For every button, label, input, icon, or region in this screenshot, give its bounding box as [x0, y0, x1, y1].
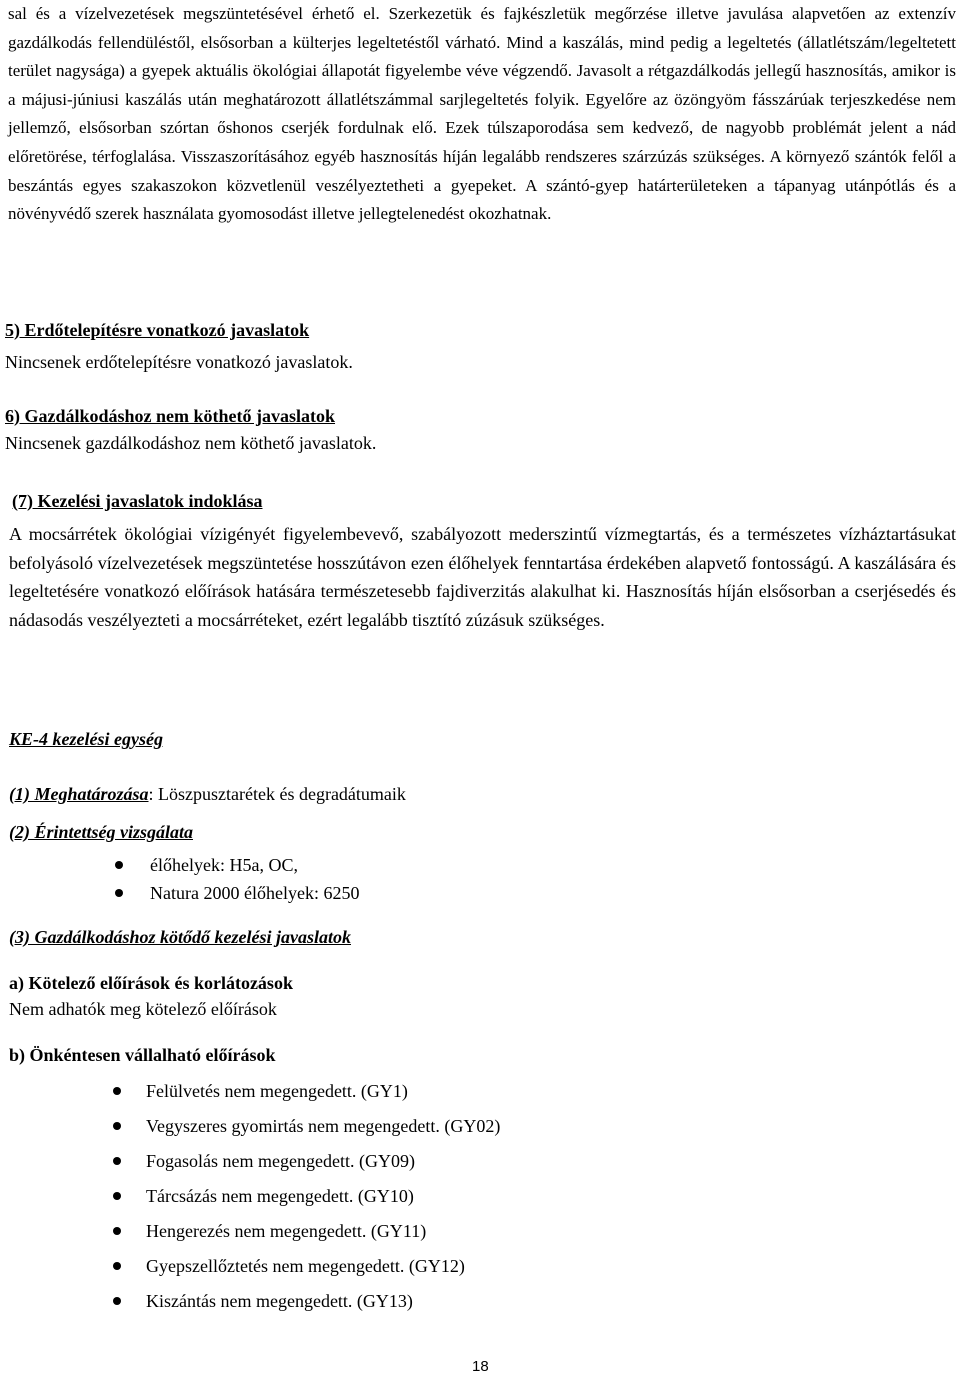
section6-body: Nincsenek gazdálkodáshoz nem köthető javaslatok.	[5, 433, 377, 453]
ke4-impact-heading: (2) Érintettség vizsgálata	[9, 822, 193, 842]
ke4-definition-label: (1) Meghatározása	[9, 784, 149, 804]
mandatory-body: Nem adhatók meg kötelező előírások	[9, 999, 277, 1019]
voluntary-item: Tárcsázás nem megengedett. (GY10)	[146, 1183, 500, 1218]
section5-body: Nincsenek erdőtelepítésre vonatkozó javaslatok.	[5, 352, 353, 372]
ke4-definition-value: : Löszpusztarétek és degradátumaik	[148, 784, 406, 804]
voluntary-item: Gyepszellőztetés nem megengedett. (GY12)	[146, 1253, 500, 1288]
impact-item: Natura 2000 élőhelyek: 6250	[150, 879, 359, 907]
ke4-definition	[9, 783, 406, 805]
section5-heading: 5) Erdőtelepítésre vonatkozó javaslatok	[5, 320, 310, 340]
impact-item: élőhelyek: H5a, OC,	[150, 851, 359, 879]
ke4-management-heading: (3) Gazdálkodáshoz kötődő kezelési javaslatok	[9, 927, 351, 947]
impact-list	[150, 851, 359, 907]
ke4-title: KE-4 kezelési egység	[9, 729, 163, 749]
section6-heading: 6) Gazdálkodáshoz nem köthető javaslatok	[5, 406, 336, 426]
voluntary-heading: b) Önkéntesen vállalható előírások	[9, 1045, 276, 1065]
voluntary-item: Felülvetés nem megengedett. (GY1)	[146, 1078, 500, 1113]
page-number: 18	[472, 1358, 489, 1375]
voluntary-item: Kiszántás nem megengedett. (GY13)	[146, 1288, 500, 1323]
voluntary-item: Vegyszeres gyomirtás nem megengedett. (GY02)	[146, 1113, 500, 1148]
voluntary-item: Fogasolás nem megengedett. (GY09)	[146, 1148, 500, 1183]
section7-body: A mocsárrétek ökológiai vízigényét figyelembevevő, szabályozott mederszintű vízmegtartás, és a természetes vízháztartásukat befolyásoló vízelvezetések megszüntetése hosszútávon ezen élőhelyek fenntartása érdekében alapvető fontosságú. A kaszálására és legeltetésére vonatkozó előírások hatására természetesebb fajdiverzitás alakulhat ki. Hasznosítás híján elsősorban a cserjésedés és nádasodás veszélyezteti a mocsárréteket, ezért legalább tisztító zúzásuk szükséges.	[9, 524, 956, 630]
section7-heading: (7) Kezelési javaslatok indoklása	[12, 491, 263, 511]
voluntary-item: Hengerezés nem megengedett. (GY11)	[146, 1218, 500, 1253]
mandatory-heading: a) Kötelező előírások és korlátozások	[9, 973, 293, 993]
intro-paragraph: sal és a vízelvezetések megszüntetésével érhető el. Szerkezetük és fajkészletük megőrzése illetve javulása alapvetően az extenzív gazdálkodás fellendüléstől, elsősorban a külterjes legeltetéstől várható. Mind a kaszálás, mind pedig a legeltetés (állatlétszám/legeltetett terület nagysága) a gyepek aktuális ökológiai állapotát figyelembe véve végzendő. Javasolt a rétgazdálkodás jellegű hasznosítás, amikor is a májusi-júniusi kaszálás után meghatározott állatlétszámmal sarjlegeltetés folyik. Egyelőre az özöngyöm fásszárúak terjeszkedése nem jellemző, elsősorban szórtan őshonos cserjék fordulnak elő. Ezek túlszaporodása sem kedvező, de nagyobb problémát jelent a nád előretörése, térfoglalása. Visszaszorításához egyéb hasznosítás híján legalább rendszeres szárzúzás szükséges. A környező szántók felől a beszántás egyes szakaszokon közvetlenül veszélyeztetheti a gyepeket. A szántó-gyep határterületeken a tápanyag utánpótlás és a növényvédő szerek használata gyomosodást illetve jellegtelenedést okozhatnak.	[8, 4, 956, 224]
voluntary-list	[146, 1078, 500, 1323]
